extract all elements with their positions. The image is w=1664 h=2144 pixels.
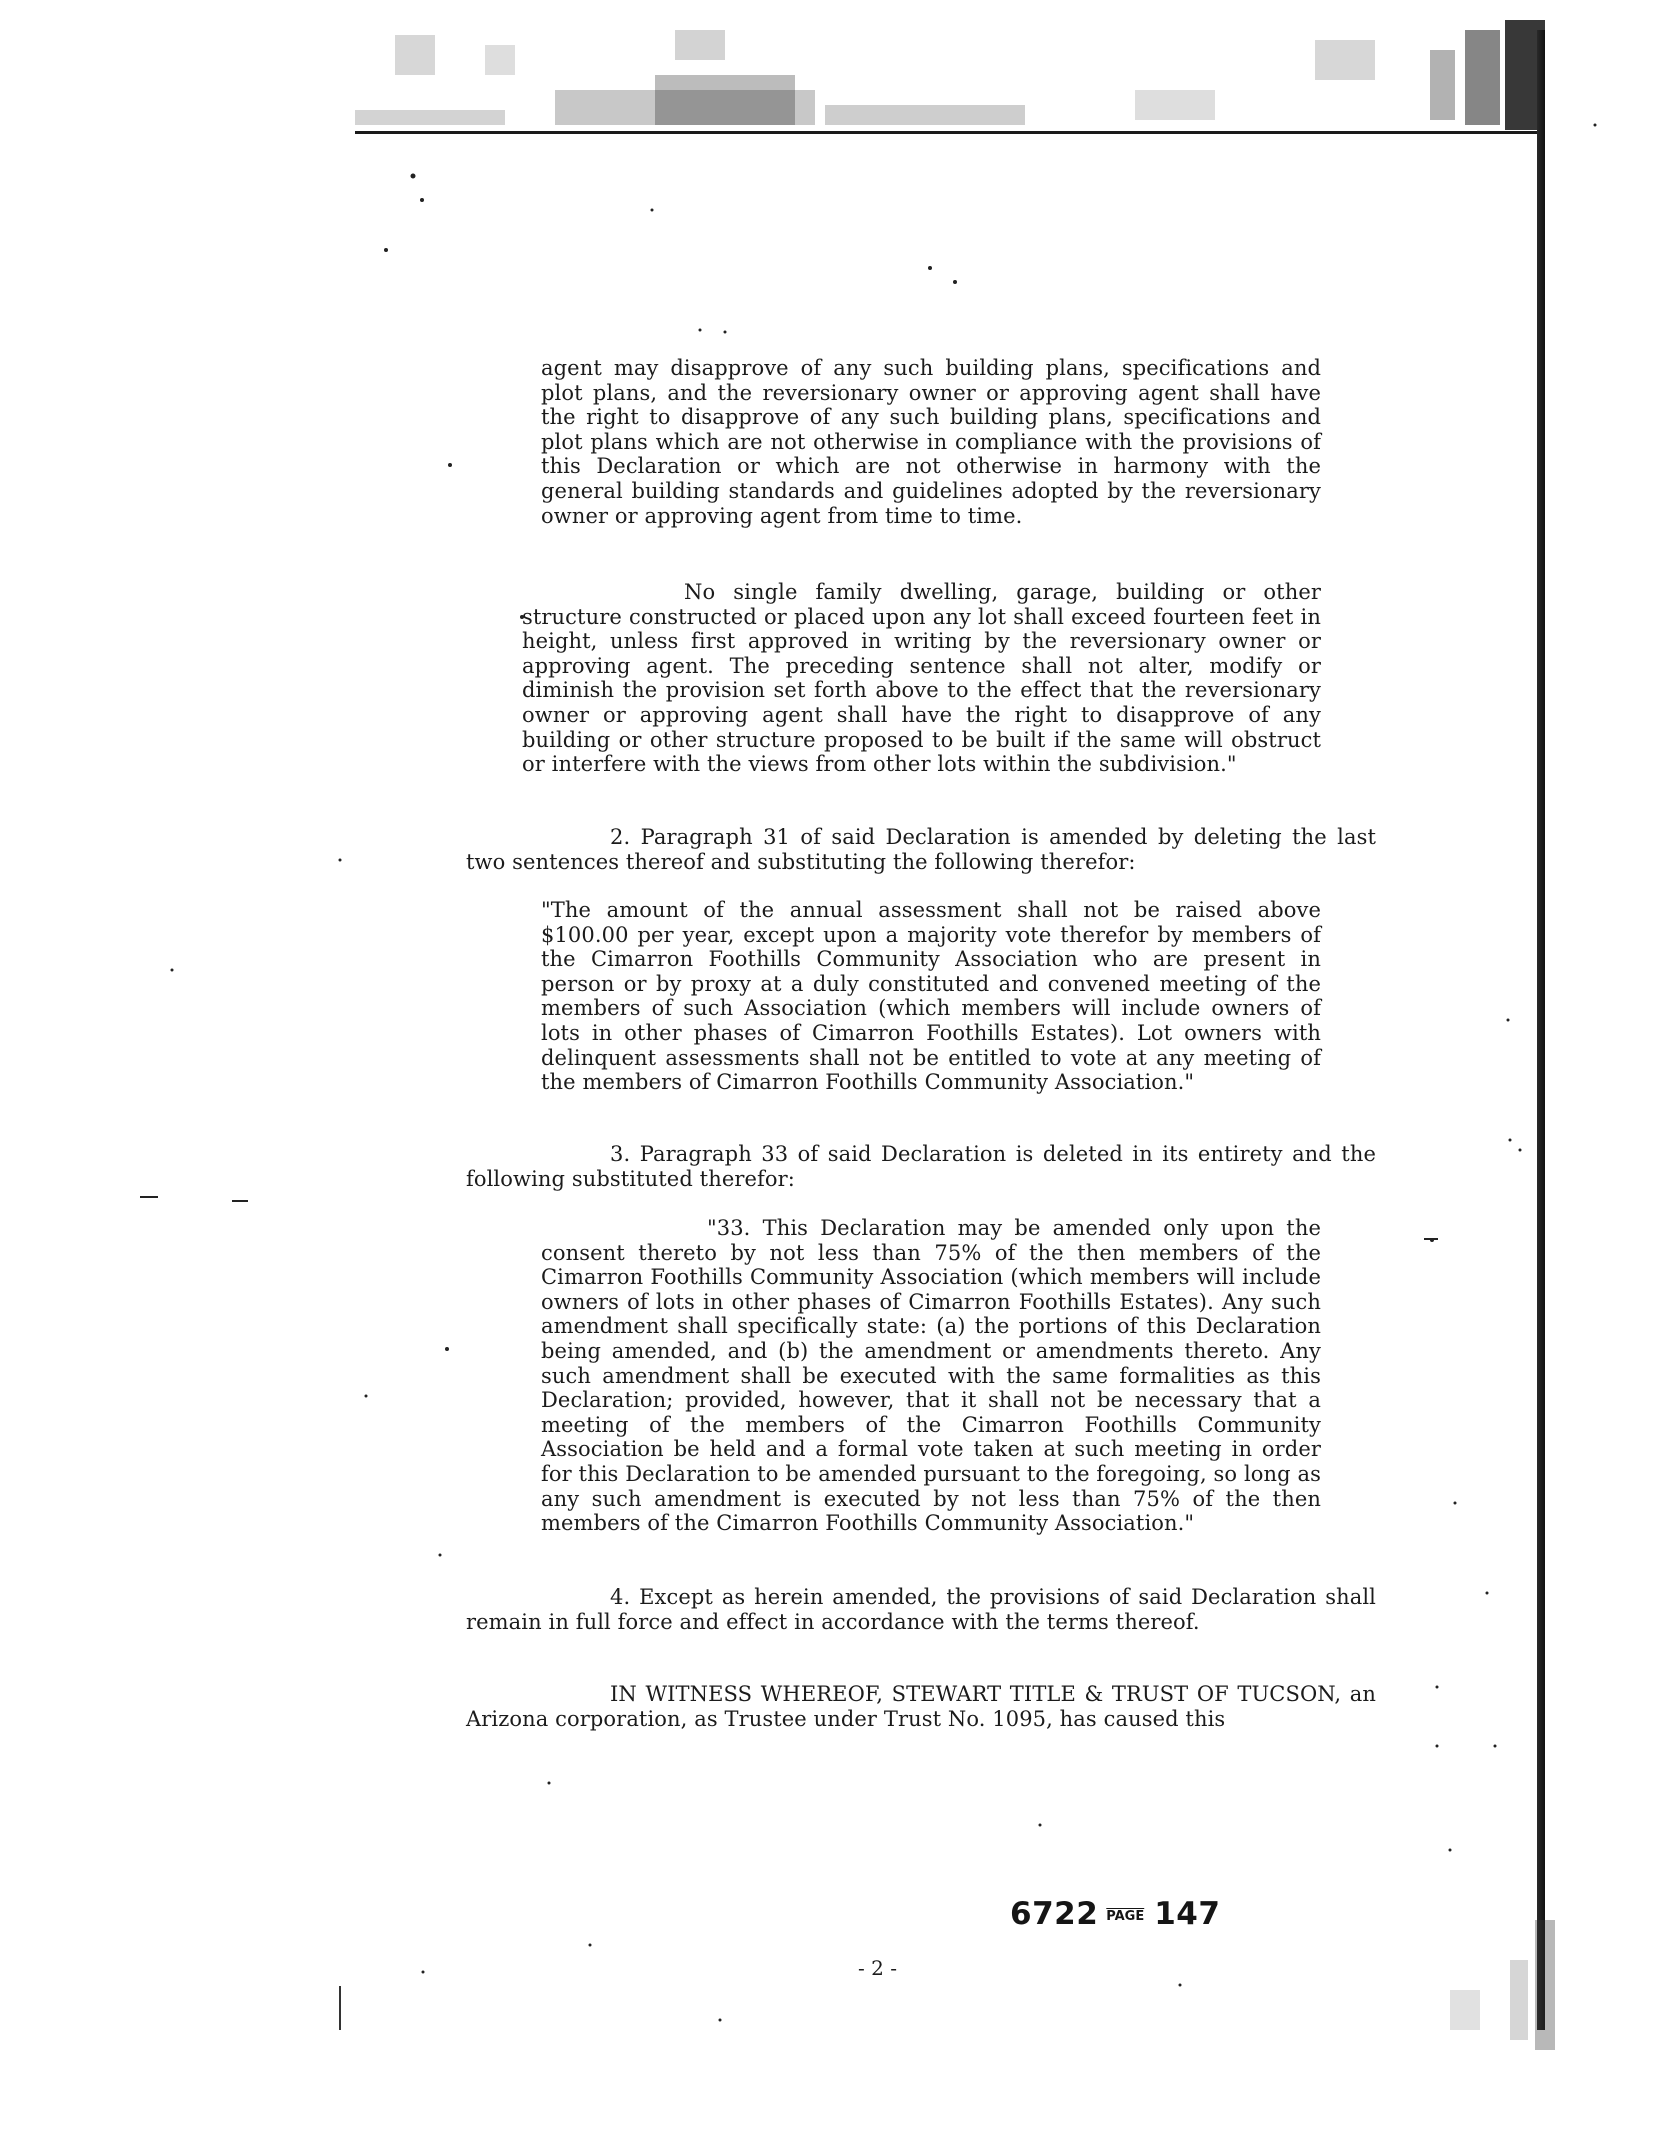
paragraph-amendment-4-text: 4. Except as herein amended, the provisions of said Declaration shall remain in full force and effect in accordance with the terms thereof. <box>466 1585 1376 1634</box>
quote-paragraph-33 <box>541 1216 1321 1536</box>
page-reference: 147 <box>1154 1896 1221 1932</box>
paragraph-amendment-3 <box>466 1142 1376 1191</box>
quote-annual-assessment-text: "The amount of the annual assessment shall not be raised above $100.00 per year, except upon a majority vote therefor by members of the Cimarron Foothills Community Association who are present in person or by proxy at a duly constituted and convened meeting of the members of such Association (which members will include owners of lots in other phases of Cimarron Foothills Estates). Lot owners with delinquent assessments shall not be entitled to vote at any meeting of the members of Cimarron Foothills Community Association." <box>541 898 1321 1095</box>
paragraph-in-witness-text: IN WITNESS WHEREOF, STEWART TITLE & TRUST OF TUCSON, an Arizona corporation, as Trustee under Trust No. 1095, has caused this <box>466 1682 1376 1731</box>
book-number: 6722 <box>1010 1896 1099 1932</box>
page-number: - 2 - <box>858 1956 897 1980</box>
paragraph-building-plans-text: agent may disapprove of any such building plans, specifications and plot plans, and the reversionary owner or approving agent shall have the right to disapprove of any such building plans, specifications and plot plans which are not otherwise in compliance with the provisions of this Declaration or which are not otherwise in harmony with the general building standards and guidelines adopted by the reversionary owner or approving agent from time to time. <box>541 356 1321 528</box>
paragraph-height-restriction <box>522 580 1321 777</box>
paragraph-amendment-2 <box>466 825 1376 874</box>
paragraph-in-witness <box>466 1682 1376 1731</box>
paragraph-amendment-2-text: 2. Paragraph 31 of said Declaration is amended by deleting the last two sentences thereof and substituting the following therefor: <box>466 825 1376 874</box>
quote-paragraph-33-text: "33. This Declaration may be amended only upon the consent thereto by not less than 75% of the then members of the Cimarron Foothills Community Association (which members will include owners of lots in other phases of Cimarron Foothills Estates). Any such amendment shall specifically state: (a) the portions of this Declaration being amended, and (b) the amendment or amendments thereto. Any such amendment shall be executed with the same formalities as this Declaration; provided, however, that it shall not be necessary that a meeting of the members of the Cimarron Foothills Community Association be held and a formal vote taken at such meeting in order for this Declaration to be amended pursuant to the foregoing, so long as any such amendment is executed by not less than 75% of the then members of the Cimarron Foothills Community Association." <box>541 1216 1321 1536</box>
paragraph-height-restriction-text: No single family dwelling, garage, building or other structure constructed or placed upon any lot shall exceed fourteen feet in height, unless first approved in writing by the reversionary owner or approving agent. The preceding sentence shall not alter, modify or diminish the provision set forth above to the effect that the reversionary owner or approving agent shall have the right to disapprove of any building or other structure proposed to be built if the same will obstruct or interfere with the views from other lots within the subdivision." <box>522 580 1321 777</box>
recording-book-page-ref <box>1010 1896 1220 1932</box>
paragraph-building-plans <box>541 356 1321 528</box>
paragraph-amendment-3-text: 3. Paragraph 33 of said Declaration is deleted in its entirety and the following substituted therefor: <box>466 1142 1376 1191</box>
paragraph-amendment-4 <box>466 1585 1376 1634</box>
page-label: PAGE <box>1106 1909 1145 1924</box>
quote-annual-assessment <box>541 898 1321 1095</box>
